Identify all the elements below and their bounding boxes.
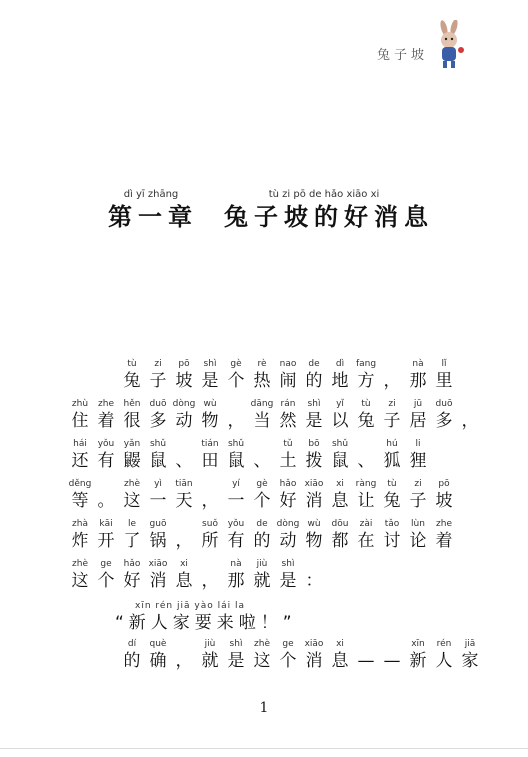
pinyin-annotation: xiāo	[304, 639, 324, 649]
pinyin-annotation: hú	[386, 439, 398, 449]
pinyin-annotation: duō	[435, 399, 453, 409]
hanzi-character: 个	[97, 571, 115, 591]
text-line	[0, 518, 528, 550]
hanzi-character: 有	[97, 451, 115, 471]
text-line	[0, 558, 528, 590]
pinyin-annotation: jū	[413, 399, 423, 409]
pinyin-annotation: yǒu	[227, 519, 245, 529]
pinyin-annotation: lùn	[411, 519, 425, 529]
ruby-character	[434, 518, 454, 552]
pinyin-annotation: lǐ	[441, 359, 447, 369]
hanzi-character: 田	[201, 451, 219, 471]
pinyin-annotation: tián	[201, 439, 219, 449]
hanzi-character: 有	[227, 531, 245, 551]
pinyin-annotation: pō	[178, 359, 190, 369]
pinyin-annotation: tiān	[175, 479, 193, 489]
hanzi-character: 的	[305, 371, 323, 391]
pinyin-annotation: xi	[180, 559, 188, 569]
hanzi-character: 坡	[175, 371, 193, 391]
pinyin-annotation	[450, 398, 490, 410]
hanzi-character: 坡	[435, 491, 453, 511]
hanzi-character: 是	[305, 411, 323, 431]
chapter-title-pinyin: tù zi pō de hǎo xiāo xi	[268, 189, 380, 200]
pinyin-annotation: zài	[359, 519, 373, 529]
hanzi-character: 狸	[409, 451, 427, 471]
pinyin-annotation: zi	[154, 359, 162, 369]
hanzi-character: 子	[409, 491, 427, 511]
hanzi-character: 这	[71, 571, 89, 591]
hanzi-character: 的	[123, 651, 141, 671]
hanzi-character: 、	[175, 451, 193, 471]
hanzi-character: 这	[253, 651, 271, 671]
pinyin-annotation: yí	[232, 479, 240, 489]
ruby-character	[434, 358, 454, 392]
ruby-character	[304, 558, 324, 592]
pinyin-annotation: shì	[229, 639, 243, 649]
hanzi-character: 讨	[383, 531, 401, 551]
hanzi-character: 消	[149, 571, 167, 591]
hanzi-character: 好	[279, 491, 297, 511]
hanzi-character: 天	[175, 491, 193, 511]
hanzi-character: 了	[123, 531, 141, 551]
pinyin-annotation: yǎn	[123, 439, 141, 449]
pinyin-annotation: de	[308, 359, 320, 369]
pinyin-annotation: zhè	[72, 559, 88, 569]
pinyin-annotation: tù	[127, 359, 137, 369]
hanzi-character: 还	[71, 451, 89, 471]
pinyin-annotation: rè	[257, 359, 267, 369]
pinyin-annotation: bō	[308, 439, 320, 449]
hanzi-character: 的	[253, 531, 271, 551]
pinyin-annotation: rán	[280, 399, 296, 409]
hanzi-character: 着	[435, 531, 453, 551]
pinyin-annotation: jiā	[464, 639, 476, 649]
hanzi-character: ，	[461, 411, 479, 431]
pinyin-annotation: jiù	[256, 559, 268, 569]
hanzi-character: 多	[435, 411, 453, 431]
pinyin-annotation: dí	[127, 639, 137, 649]
hanzi-character: —	[383, 651, 401, 671]
pinyin-annotation: nà	[412, 359, 424, 369]
hanzi-character: 里	[435, 371, 453, 391]
pinyin-annotation: li	[415, 439, 421, 449]
hanzi-character: 就	[253, 571, 271, 591]
chapter-title: 兔子坡的好消息	[224, 203, 434, 231]
hanzi-character: 居	[409, 411, 427, 431]
hanzi-character: 一	[227, 491, 245, 511]
pinyin-annotation: kāi	[99, 519, 113, 529]
pinyin-annotation: jiù	[204, 639, 216, 649]
pinyin-annotation: fang	[355, 359, 377, 369]
pinyin-annotation: suǒ	[202, 519, 218, 529]
ruby-character	[460, 398, 480, 432]
hanzi-character: 息	[331, 651, 349, 671]
hanzi-character: 所	[201, 531, 219, 551]
pinyin-annotation: nao	[279, 359, 297, 369]
pinyin-annotation: zhe	[98, 399, 114, 409]
pinyin-annotation: pō	[438, 479, 450, 489]
hanzi-character: 等	[71, 491, 89, 511]
hanzi-character: 都	[331, 531, 349, 551]
hanzi-character: 住	[71, 411, 89, 431]
pinyin-annotation: hǎo	[123, 559, 141, 569]
pinyin-annotation: ge	[100, 559, 112, 569]
pinyin-annotation: le	[127, 519, 137, 529]
hanzi-character: 论	[409, 531, 427, 551]
hanzi-character: ，	[227, 411, 245, 431]
hanzi-character: 兔	[357, 411, 375, 431]
hanzi-character: 狐	[383, 451, 401, 471]
pinyin-annotation: yǒu	[97, 439, 115, 449]
hanzi-character: ，	[201, 491, 219, 511]
hanzi-character: ：	[305, 571, 323, 591]
running-header-title: 兔子坡	[376, 48, 428, 63]
hanzi-character: 开	[97, 531, 115, 551]
pinyin-annotation: zhè	[254, 639, 270, 649]
pinyin-annotation: wù	[307, 519, 321, 529]
hanzi-character: 动	[279, 531, 297, 551]
pinyin-annotation: xi	[336, 639, 344, 649]
hanzi-character: ，	[175, 651, 193, 671]
pinyin-annotation: shǔ	[227, 439, 245, 449]
hanzi-character: 是	[201, 371, 219, 391]
hanzi-character: 。	[97, 491, 115, 511]
pinyin-annotation: tù	[387, 479, 397, 489]
hanzi-character: 方	[357, 371, 375, 391]
pinyin-annotation: hǎo	[279, 479, 297, 489]
page-number: 1	[259, 700, 269, 716]
hanzi-character: 地	[331, 371, 349, 391]
pinyin-annotation	[294, 558, 334, 570]
quote-line	[115, 600, 375, 634]
pinyin-annotation: xi	[336, 479, 344, 489]
pinyin-annotation: shǔ	[331, 439, 349, 449]
hanzi-character: 家	[461, 651, 479, 671]
hanzi-character: 息	[175, 571, 193, 591]
pinyin-annotation: hěn	[123, 399, 141, 409]
chapter-number-pinyin: dì yī zhāng	[123, 189, 179, 200]
hanzi-character: 让	[357, 491, 375, 511]
pinyin-annotation: yǐ	[336, 399, 344, 409]
hanzi-character: 个	[227, 371, 245, 391]
chapter-number: 第一章	[108, 203, 198, 231]
hanzi-character: —	[357, 651, 375, 671]
pinyin-annotation: rén	[436, 639, 452, 649]
pinyin-annotation: de	[256, 519, 268, 529]
pinyin-annotation: xiāo	[304, 479, 324, 489]
hanzi-character: 兔	[383, 491, 401, 511]
hanzi-character: 就	[201, 651, 219, 671]
hanzi-character: 子	[149, 371, 167, 391]
text-line	[0, 358, 528, 390]
hanzi-character: ，	[201, 571, 219, 591]
pinyin-annotation: zhà	[72, 519, 88, 529]
pinyin-annotation: shǔ	[149, 439, 167, 449]
hanzi-character: 人	[435, 651, 453, 671]
hanzi-character: 个	[253, 491, 271, 511]
pinyin-annotation: gè	[256, 479, 268, 489]
pinyin-annotation: dòng	[172, 399, 196, 409]
ruby-character	[408, 438, 428, 472]
page-edge-divider	[0, 748, 528, 749]
pinyin-annotation: nà	[230, 559, 242, 569]
text-line	[0, 438, 528, 470]
hanzi-character: ，	[383, 371, 401, 391]
pinyin-annotation: ràng	[355, 479, 377, 489]
text-line	[0, 638, 528, 670]
rabbit-mascot-icon	[430, 20, 470, 70]
quote-pinyin: xīn rén jiā yào lái la	[135, 601, 245, 611]
pinyin-annotation: zi	[388, 399, 396, 409]
hanzi-character: 物	[201, 411, 219, 431]
pinyin-annotation: wù	[203, 399, 217, 409]
pinyin-annotation: tǔ	[283, 439, 293, 449]
hanzi-character: 土	[279, 451, 297, 471]
hanzi-character: 、	[253, 451, 271, 471]
hanzi-character: 、	[357, 451, 375, 471]
hanzi-character: ，	[175, 531, 193, 551]
hanzi-character: 子	[383, 411, 401, 431]
hanzi-character: 是	[227, 651, 245, 671]
pinyin-annotation: xīn	[411, 639, 425, 649]
pinyin-annotation: dòng	[276, 519, 300, 529]
pinyin-annotation: děng	[68, 479, 92, 489]
hanzi-character: 消	[305, 651, 323, 671]
ruby-character	[434, 478, 454, 512]
hanzi-character: 鼹	[123, 451, 141, 471]
hanzi-character: 是	[279, 571, 297, 591]
pinyin-annotation: tǎo	[384, 519, 400, 529]
hanzi-character: 在	[357, 531, 375, 551]
hanzi-character: 那	[409, 371, 427, 391]
hanzi-character: 很	[123, 411, 141, 431]
pinyin-annotation: gè	[230, 359, 242, 369]
pinyin-annotation: xiāo	[148, 559, 168, 569]
hanzi-character: 息	[331, 491, 349, 511]
hanzi-character: 个	[279, 651, 297, 671]
hanzi-character: 锅	[149, 531, 167, 551]
text-line	[0, 398, 528, 430]
hanzi-character: 一	[149, 491, 167, 511]
hanzi-character: 确	[149, 651, 167, 671]
hanzi-character: 这	[123, 491, 141, 511]
hanzi-character: 好	[123, 571, 141, 591]
hanzi-character: 消	[305, 491, 323, 511]
pinyin-annotation: dì	[335, 359, 345, 369]
hanzi-character: 闹	[279, 371, 297, 391]
hanzi-character: 以	[331, 411, 349, 431]
pinyin-annotation: yì	[154, 479, 162, 489]
pinyin-annotation: hái	[73, 439, 87, 449]
hanzi-character: 多	[149, 411, 167, 431]
hanzi-character: 物	[305, 531, 323, 551]
hanzi-character: 拨	[305, 451, 323, 471]
pinyin-annotation: duō	[149, 399, 167, 409]
hanzi-character: 鼠	[227, 451, 245, 471]
quote-text: “新人家要来啦！”	[115, 613, 297, 633]
hanzi-character: 热	[253, 371, 271, 391]
pinyin-annotation: zhù	[71, 399, 89, 409]
text-line	[0, 478, 528, 510]
pinyin-annotation: zhe	[436, 519, 452, 529]
hanzi-character: 兔	[123, 371, 141, 391]
hanzi-character: 新	[409, 651, 427, 671]
hanzi-character: 着	[97, 411, 115, 431]
hanzi-character: 鼠	[149, 451, 167, 471]
hanzi-character: 鼠	[331, 451, 349, 471]
hanzi-character: 动	[175, 411, 193, 431]
hanzi-character: 然	[279, 411, 297, 431]
pinyin-annotation: què	[149, 639, 167, 649]
pinyin-annotation: shì	[203, 359, 217, 369]
pinyin-annotation: dōu	[331, 519, 349, 529]
hanzi-character: 当	[253, 411, 271, 431]
pinyin-annotation: ge	[282, 639, 294, 649]
pinyin-annotation: zi	[414, 479, 422, 489]
hanzi-character: 炸	[71, 531, 89, 551]
hanzi-character: 那	[227, 571, 245, 591]
pinyin-annotation: shì	[281, 559, 295, 569]
ruby-character	[460, 638, 480, 672]
pinyin-annotation: tù	[361, 399, 371, 409]
pinyin-annotation: dāng	[250, 399, 274, 409]
pinyin-annotation: shì	[307, 399, 321, 409]
pinyin-annotation: guō	[149, 519, 167, 529]
pinyin-annotation: zhè	[124, 479, 140, 489]
